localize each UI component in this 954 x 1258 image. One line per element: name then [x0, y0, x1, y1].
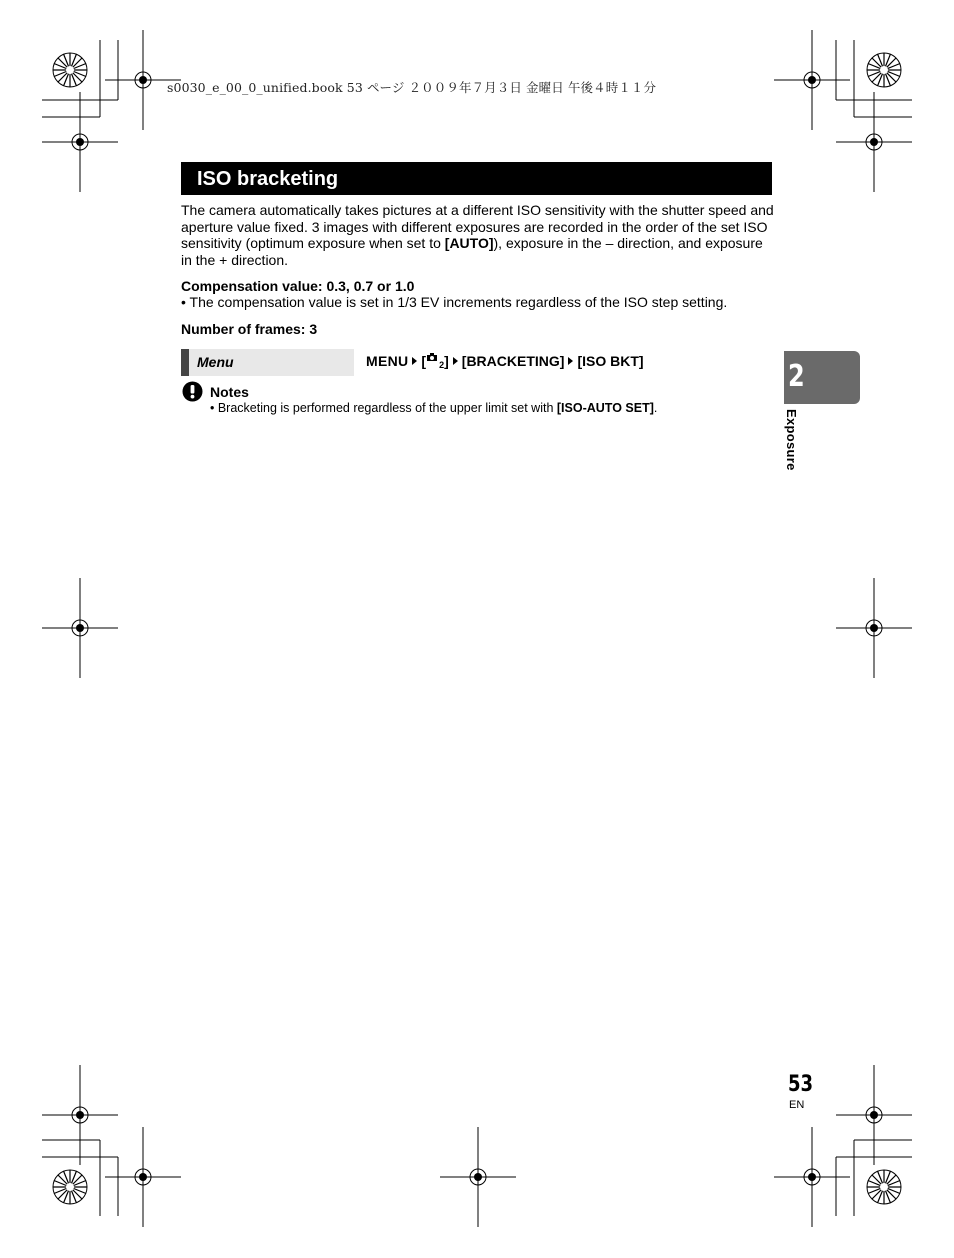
frames-title: Number of frames: 3: [181, 321, 318, 337]
intro-text-2: ), exposure in the – direction, and exposure in the + direction.: [181, 235, 763, 268]
section-header-bar: [181, 162, 772, 195]
notes-iso-auto-set: [ISO-AUTO SET]: [556, 401, 654, 415]
menu-label-box: [181, 349, 354, 376]
triangle-right-icon: [453, 357, 458, 365]
intro-text-1: The camera automatically takes pictures at a different ISO sensitivity with the shutter speed and aperture value fixed. 3 images with different exposures are recorded in the order of the set ISO sensitivity (optimum exposure when set to: [181, 202, 774, 251]
intro-paragraph: [181, 202, 776, 268]
section-title: ISO bracketing: [197, 168, 339, 190]
chapter-number: 2: [788, 359, 805, 394]
menu-box-edge: [181, 349, 189, 376]
page-number: 53: [788, 1072, 814, 1097]
intro-auto-setting: [AUTO]: [444, 235, 494, 251]
notes-title: Notes: [210, 384, 249, 400]
menu-word: MENU: [366, 353, 409, 369]
menu-step-bracketing: [BRACKETING]: [461, 353, 565, 369]
menu-label: Menu: [197, 354, 234, 370]
triangle-right-icon: [412, 357, 417, 365]
menu-bracket-open: [: [421, 353, 427, 369]
page-language: EN: [789, 1099, 805, 1111]
chapter-label: [784, 409, 800, 479]
notes-text-end: .: [653, 401, 658, 415]
notes-text: • Bracketing is performed regardless of the upper limit set with: [210, 401, 557, 415]
menu-bracket-close: ]: [444, 353, 449, 369]
menu-step-iso-bkt: [ISO BKT]: [577, 353, 644, 369]
chapter-tab: [784, 351, 860, 404]
menu-path: [366, 352, 644, 370]
camera-tab-subscript: 2: [439, 360, 445, 370]
compensation-title: Compensation value: 0.3, 0.7 or 1.0: [181, 278, 415, 294]
camera-icon: [427, 352, 438, 370]
compensation-bullet: • The compensation value is set in 1/3 EV increments regardless of the ISO step setting.: [181, 294, 728, 310]
print-header: s0030_e_00_0_unified.book 53 ページ ２００９年７月３日 金曜日 午後４時１１分: [167, 80, 657, 95]
notes-bullet: [210, 401, 657, 416]
exclamation-circle-icon: [182, 381, 203, 407]
chapter-label-text: Exposure: [784, 409, 799, 471]
triangle-right-icon: [568, 357, 573, 365]
